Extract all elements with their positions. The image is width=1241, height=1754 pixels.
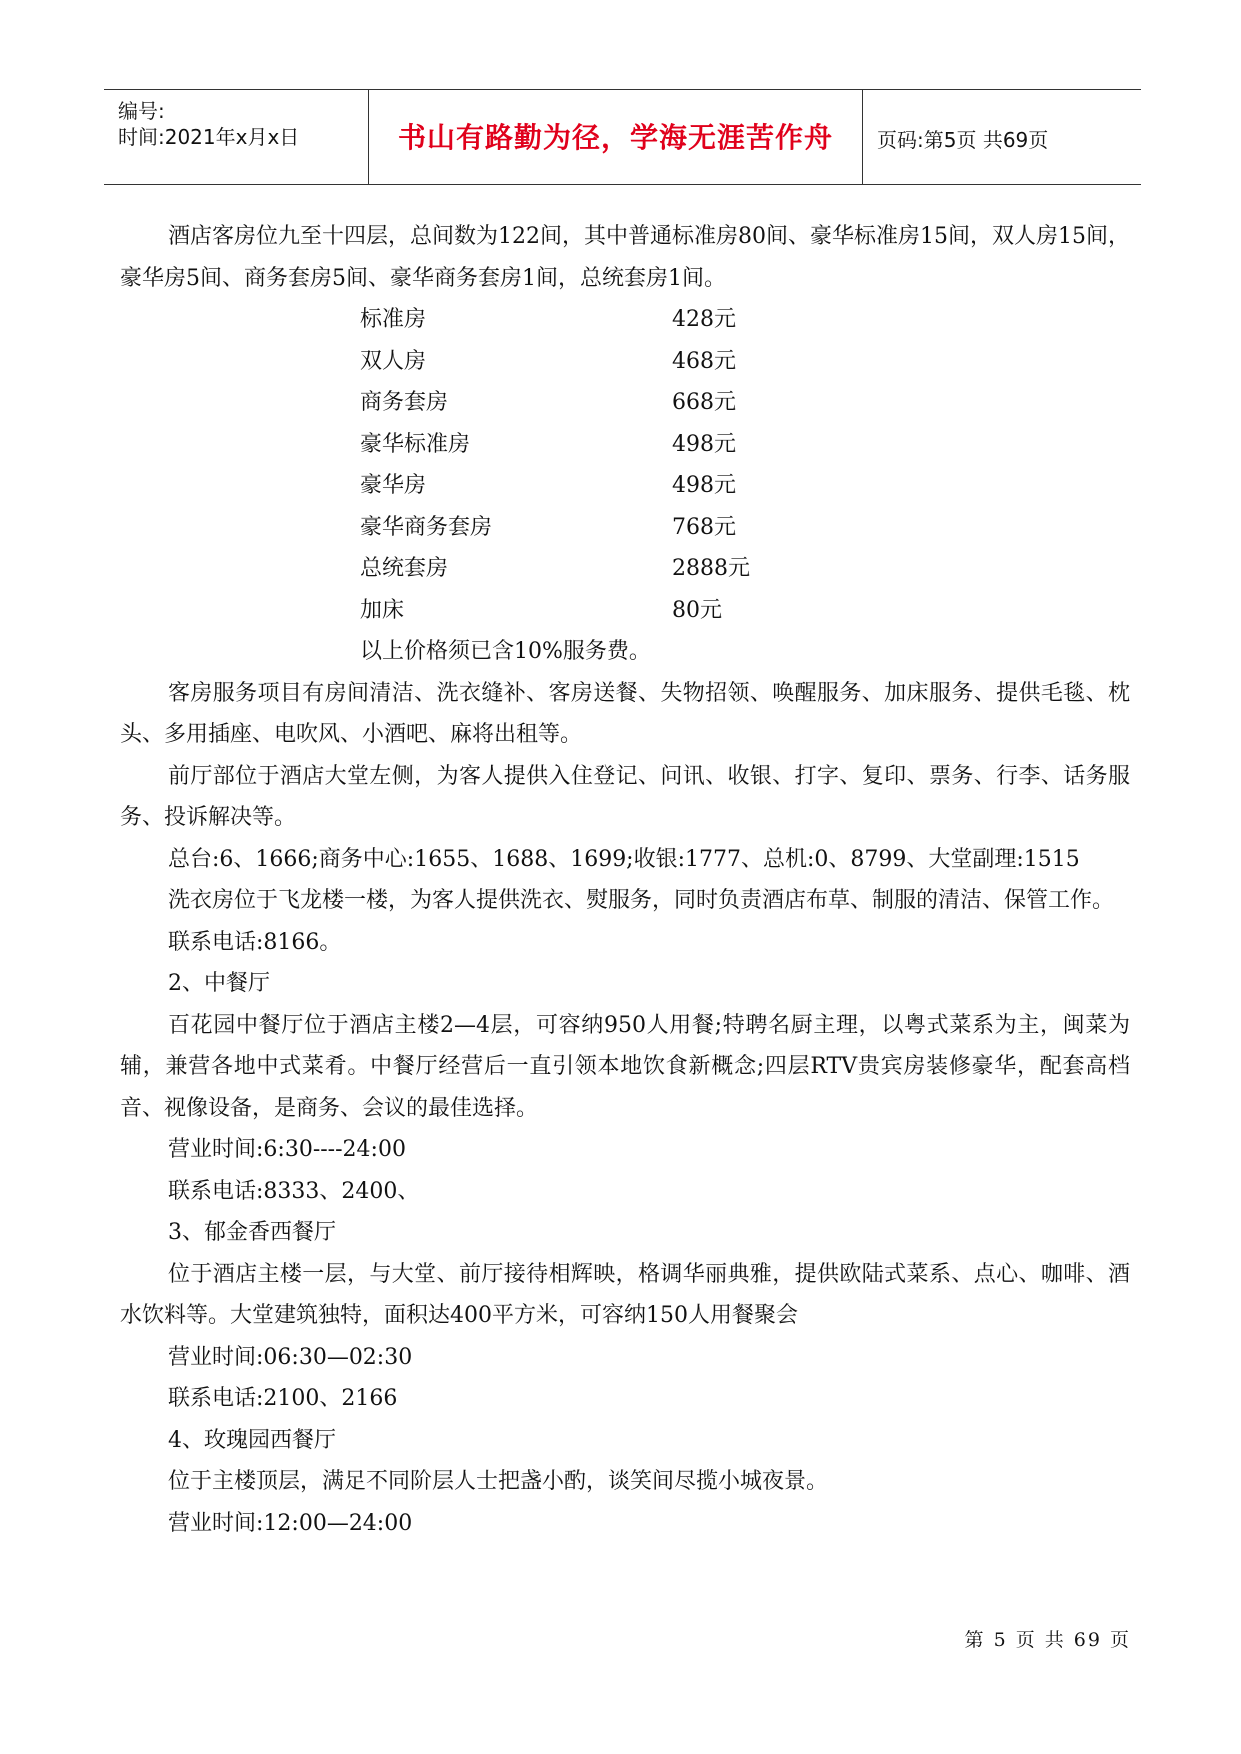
- document-body: [120, 216, 1130, 1544]
- page-footer: 第 5 页 共 69 页: [964, 1629, 1131, 1651]
- laundry-phone: 联系电话:8166。: [168, 929, 342, 955]
- price-value: 80元: [672, 597, 722, 623]
- price-list: [120, 299, 1130, 631]
- price-name: 豪华房: [360, 473, 427, 498]
- header-right-cell: [863, 90, 1141, 184]
- price-row: [360, 299, 1130, 341]
- header-middle-cell: [369, 90, 863, 184]
- header-table: [104, 89, 1141, 185]
- paragraph-front-desk: 前厅部位于酒店大堂左侧，为客人提供入住登记、问讯、收银、打字、复印、票务、行李、话务服务、投诉解决等。: [120, 763, 1130, 830]
- price-row: [360, 507, 1130, 549]
- rose-restaurant-hours: 营业时间:12:00—24:00: [168, 1510, 413, 1536]
- price-value: 498元: [672, 431, 736, 457]
- price-name: 商务套房: [360, 390, 449, 415]
- paragraph-tulip-restaurant: 位于酒店主楼一层，与大堂、前厅接待相辉映，格调华丽典雅，提供欧陆式菜系、点心、咖啡、酒水饮料等。大堂建筑独特，面积达400平方米，可容纳150人用餐聚会: [120, 1261, 1130, 1328]
- section-heading-tulip-restaurant: 3、郁金香西餐厅: [168, 1220, 336, 1245]
- price-name: 豪华商务套房: [360, 514, 493, 540]
- paragraph-extensions: 总台:6、1666;商务中心:1655、1688、1699;收银:1777、总机:0、8799、大堂副理:1515: [168, 846, 1080, 872]
- paragraph-laundry: 洗衣房位于飞龙楼一楼，为客人提供洗衣、熨服务，同时负责酒店布草、制服的清洁、保管工作。: [168, 888, 1115, 913]
- header-motto: 书山有路勤为径，学海无涯苦作舟: [397, 121, 833, 154]
- chinese-restaurant-hours: 营业时间:6:30----24:00: [168, 1137, 406, 1162]
- price-name: 总统套房: [360, 556, 449, 581]
- price-name: 双人房: [360, 348, 427, 374]
- chinese-restaurant-phone: 联系电话:8333、2400、: [168, 1178, 420, 1204]
- document-date-label: 时间:2021年x月x日: [118, 125, 300, 149]
- price-value: 768元: [672, 514, 736, 540]
- price-value: 468元: [672, 348, 736, 374]
- price-value: 668元: [672, 390, 736, 415]
- paragraph-chinese-restaurant: 百花园中餐厅位于酒店主楼2—4层，可容纳950人用餐;特聘名厨主理，以粤式菜系为主，闽菜为辅，兼营各地中式菜肴。中餐厅经营后一直引领本地饮食新概念;四层RTV贵宾房装修豪华，配套高档音、视像设备，是商务、会议的最佳选择。: [120, 1012, 1130, 1121]
- price-name: 加床: [360, 597, 405, 623]
- paragraph-room-services: 客房服务项目有房间清洁、洗衣缝补、客房送餐、失物招领、唤醒服务、加床服务、提供毛毯、枕头、多用插座、电吹风、小酒吧、麻将出租等。: [120, 680, 1130, 747]
- price-name: 豪华标准房: [360, 431, 471, 457]
- price-value: 2888元: [672, 556, 750, 581]
- section-heading-rose-restaurant: 4、玫瑰园西餐厅: [168, 1427, 336, 1453]
- price-value: 498元: [672, 473, 736, 498]
- document-number-label: 编号:: [118, 99, 165, 123]
- paragraph-rose-restaurant: 位于主楼顶层，满足不同阶层人士把盏小酌，谈笑间尽揽小城夜景。: [168, 1469, 829, 1494]
- price-row: [360, 382, 1130, 424]
- tulip-restaurant-phone: 联系电话:2100、2166: [168, 1386, 398, 1411]
- paragraph-rooms: 酒店客房位九至十四层，总间数为122间，其中普通标准房80间、豪华标准房15间，双人房15间，豪华房5间、商务套房5间、豪华商务套房1间，总统套房1间。: [120, 224, 1130, 291]
- header-left-cell: [104, 90, 369, 184]
- price-row: [360, 465, 1130, 507]
- price-value: 428元: [672, 307, 736, 332]
- price-name: 标准房: [360, 307, 427, 332]
- price-row: [360, 590, 1130, 632]
- price-row: [360, 341, 1130, 383]
- price-row: [360, 548, 1130, 590]
- price-note: 以上价格须已含10%服务费。: [360, 639, 651, 664]
- header-page-number: 页码:第5页 共69页: [877, 128, 1049, 152]
- price-row: [360, 424, 1130, 466]
- section-heading-chinese-restaurant: 2、中餐厅: [168, 971, 270, 996]
- tulip-restaurant-hours: 营业时间:06:30—02:30: [168, 1344, 413, 1370]
